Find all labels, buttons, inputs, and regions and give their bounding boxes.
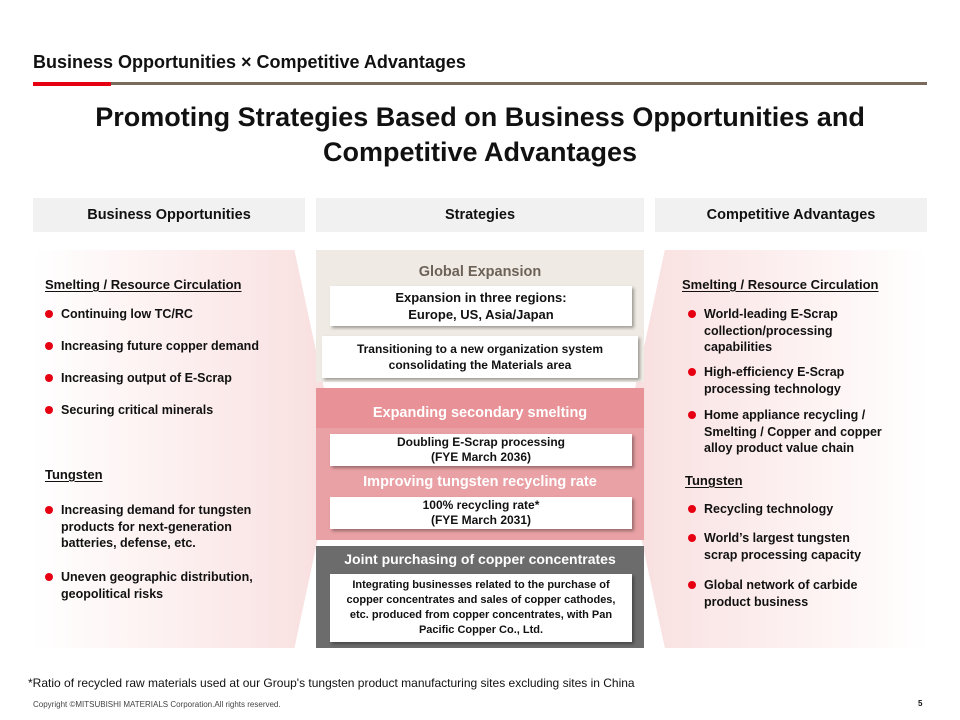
header-accent-bar [33, 82, 111, 86]
page-number: 5 [918, 699, 923, 708]
column-header-strategies: Strategies [316, 198, 644, 232]
secondary-smelting-title: Expanding secondary smelting [372, 405, 588, 421]
advantages-smelting-heading: Smelting / Resource Circulation [682, 277, 879, 292]
advantage-item: World-leading E-Scrap collection/processing capabilities [688, 306, 838, 356]
advantage-item: Home appliance recycling / Smelting / Copper and copper alloy product value chain [688, 407, 882, 457]
advantage-item: Recycling technology [688, 501, 833, 518]
page-title [20, 100, 940, 170]
bullet-dot-icon [45, 506, 53, 514]
advantage-item: High-efficiency E-Scrap processing technology [688, 364, 844, 397]
section-title: Business Opportunities × Competitive Advantages [33, 52, 466, 72]
joint-purchasing-description-box: Integrating businesses related to the purchase of copper concentrates and sales of copper cathodes, etc. produced from copper concentrates, with Pan Pacific Copper Co., Ltd. [330, 574, 632, 642]
opportunities-smelting-heading: Smelting / Resource Circulation [45, 277, 242, 292]
bullet-dot-icon [688, 505, 696, 513]
copyright-notice: Copyright ©MITSUBISHI MATERIALS Corporation.All rights reserved. [33, 700, 281, 709]
bullet-dot-icon [688, 368, 696, 376]
footnote: *Ratio of recycled raw materials used at our Group's tungsten product manufacturing sites excluding sites in China [28, 676, 635, 690]
global-expansion-regions-box: Expansion in three regions: Europe, US, Asia/Japan [330, 286, 632, 326]
bullet-dot-icon [688, 534, 696, 542]
bullet-dot-icon [45, 374, 53, 382]
page-title-line-2: Competitive Advantages [322, 137, 638, 167]
column-header-advantages: Competitive Advantages [655, 198, 927, 232]
column-header-opportunities: Business Opportunities [33, 198, 305, 232]
page-title-line-1: Promoting Strategies Based on Business Opportunities and [95, 102, 865, 132]
opportunity-item: Continuing low TC/RC [45, 306, 193, 323]
bullet-dot-icon [45, 573, 53, 581]
opportunities-tungsten-heading: Tungsten [45, 467, 103, 482]
opportunity-item: Uneven geographic distribution, geopolitical risks [45, 569, 253, 602]
header-rule [33, 82, 927, 85]
bullet-dot-icon [688, 411, 696, 419]
joint-purchasing-title: Joint purchasing of copper concentrates [344, 551, 616, 567]
bullet-dot-icon [45, 342, 53, 350]
bullet-dot-icon [45, 310, 53, 318]
bullet-dot-icon [688, 310, 696, 318]
bullet-dot-icon [688, 581, 696, 589]
opportunity-item: Increasing future copper demand [45, 338, 259, 355]
global-expansion-organization-box: Transitioning to a new organization system consolidating the Materials area [322, 336, 638, 378]
advantages-tungsten-heading: Tungsten [685, 473, 743, 488]
secondary-smelting-target-box: Doubling E-Scrap processing (FYE March 2036) [330, 434, 632, 466]
tungsten-recycling-title: Improving tungsten recycling rate [363, 474, 597, 490]
bullet-dot-icon [45, 406, 53, 414]
opportunity-item: Increasing output of E-Scrap [45, 370, 232, 387]
advantage-item: Global network of carbide product business [688, 577, 858, 610]
opportunity-item: Securing critical minerals [45, 402, 213, 419]
opportunity-item: Increasing demand for tungsten products for next-generation batteries, defense, etc. [45, 502, 251, 552]
advantage-item: World’s largest tungsten scrap processing capacity [688, 530, 861, 563]
tungsten-recycling-target-box: 100% recycling rate* (FYE March 2031) [330, 497, 632, 529]
global-expansion-title: Global Expansion [418, 264, 542, 280]
